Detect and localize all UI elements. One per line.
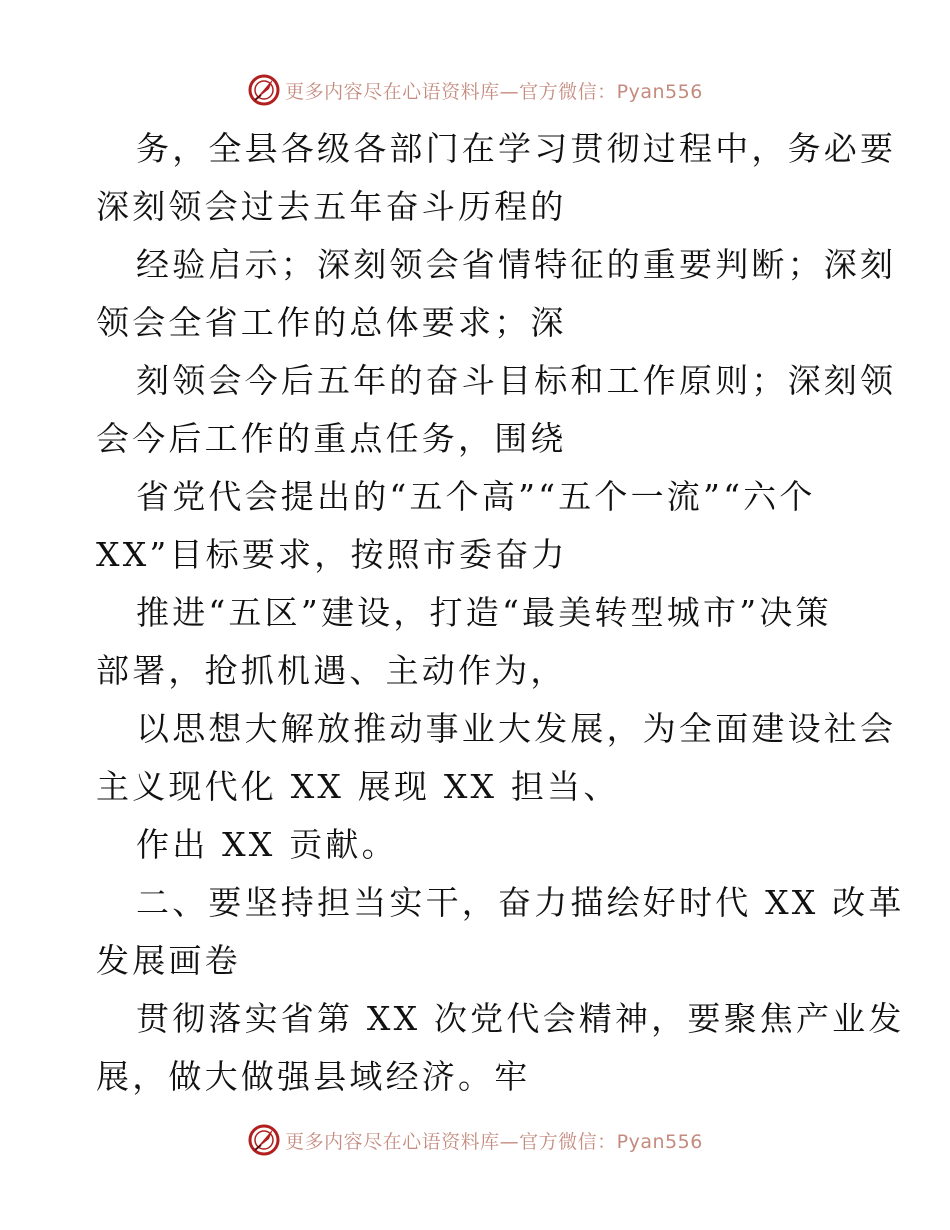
text-line: 省党代会提出的“五个高”“五个一流”“六个 [136,477,816,516]
text-line: 展，做大做强县域经济。牢 [96,1057,531,1096]
section-heading: 二、要坚持担当实干，奋力描绘好时代 XX 改革 [136,883,905,922]
section-heading-continued: 发展画卷 [96,941,241,980]
watermark-text: 更多内容尽在心语资料库—官方微信：Pyan556 [285,80,703,103]
header-watermark [0,70,950,110]
footer-watermark [0,1120,950,1160]
watermark-text: 更多内容尽在心语资料库—官方微信：Pyan556 [285,1130,703,1153]
text-line: 刻领会今后五年的奋斗目标和工作原则；深刻领 [136,361,897,400]
text-line: 务，全县各级各部门在学习贯彻过程中，务必要 [136,129,897,168]
text-line: 贯彻落实省第 XX 次党代会精神，要聚焦产业发 [136,999,905,1038]
text-line: XX”目标要求，按照市委奋力 [96,535,568,574]
text-line: 经验启示；深刻领会省情特征的重要判断；深刻 [136,245,897,284]
text-line: 部署，抢抓机遇、主动作为， [96,651,567,690]
text-line: 作出 XX 贡献。 [136,825,398,864]
text-line: 领会全省工作的总体要求；深 [96,303,567,342]
quill-logo-icon [247,1123,281,1157]
text-line: 深刻领会过去五年奋斗历程的 [96,187,567,226]
text-line: 会今后工作的重点任务，围绕 [96,419,567,458]
text-line: 主义现代化 XX 展现 XX 担当、 [96,767,620,806]
quill-logo-icon [247,73,281,107]
text-line: 推进“五区”建设，打造“最美转型城市”决策 [136,593,832,632]
text-line: 以思想大解放推动事业大发展，为全面建设社会 [136,709,897,748]
